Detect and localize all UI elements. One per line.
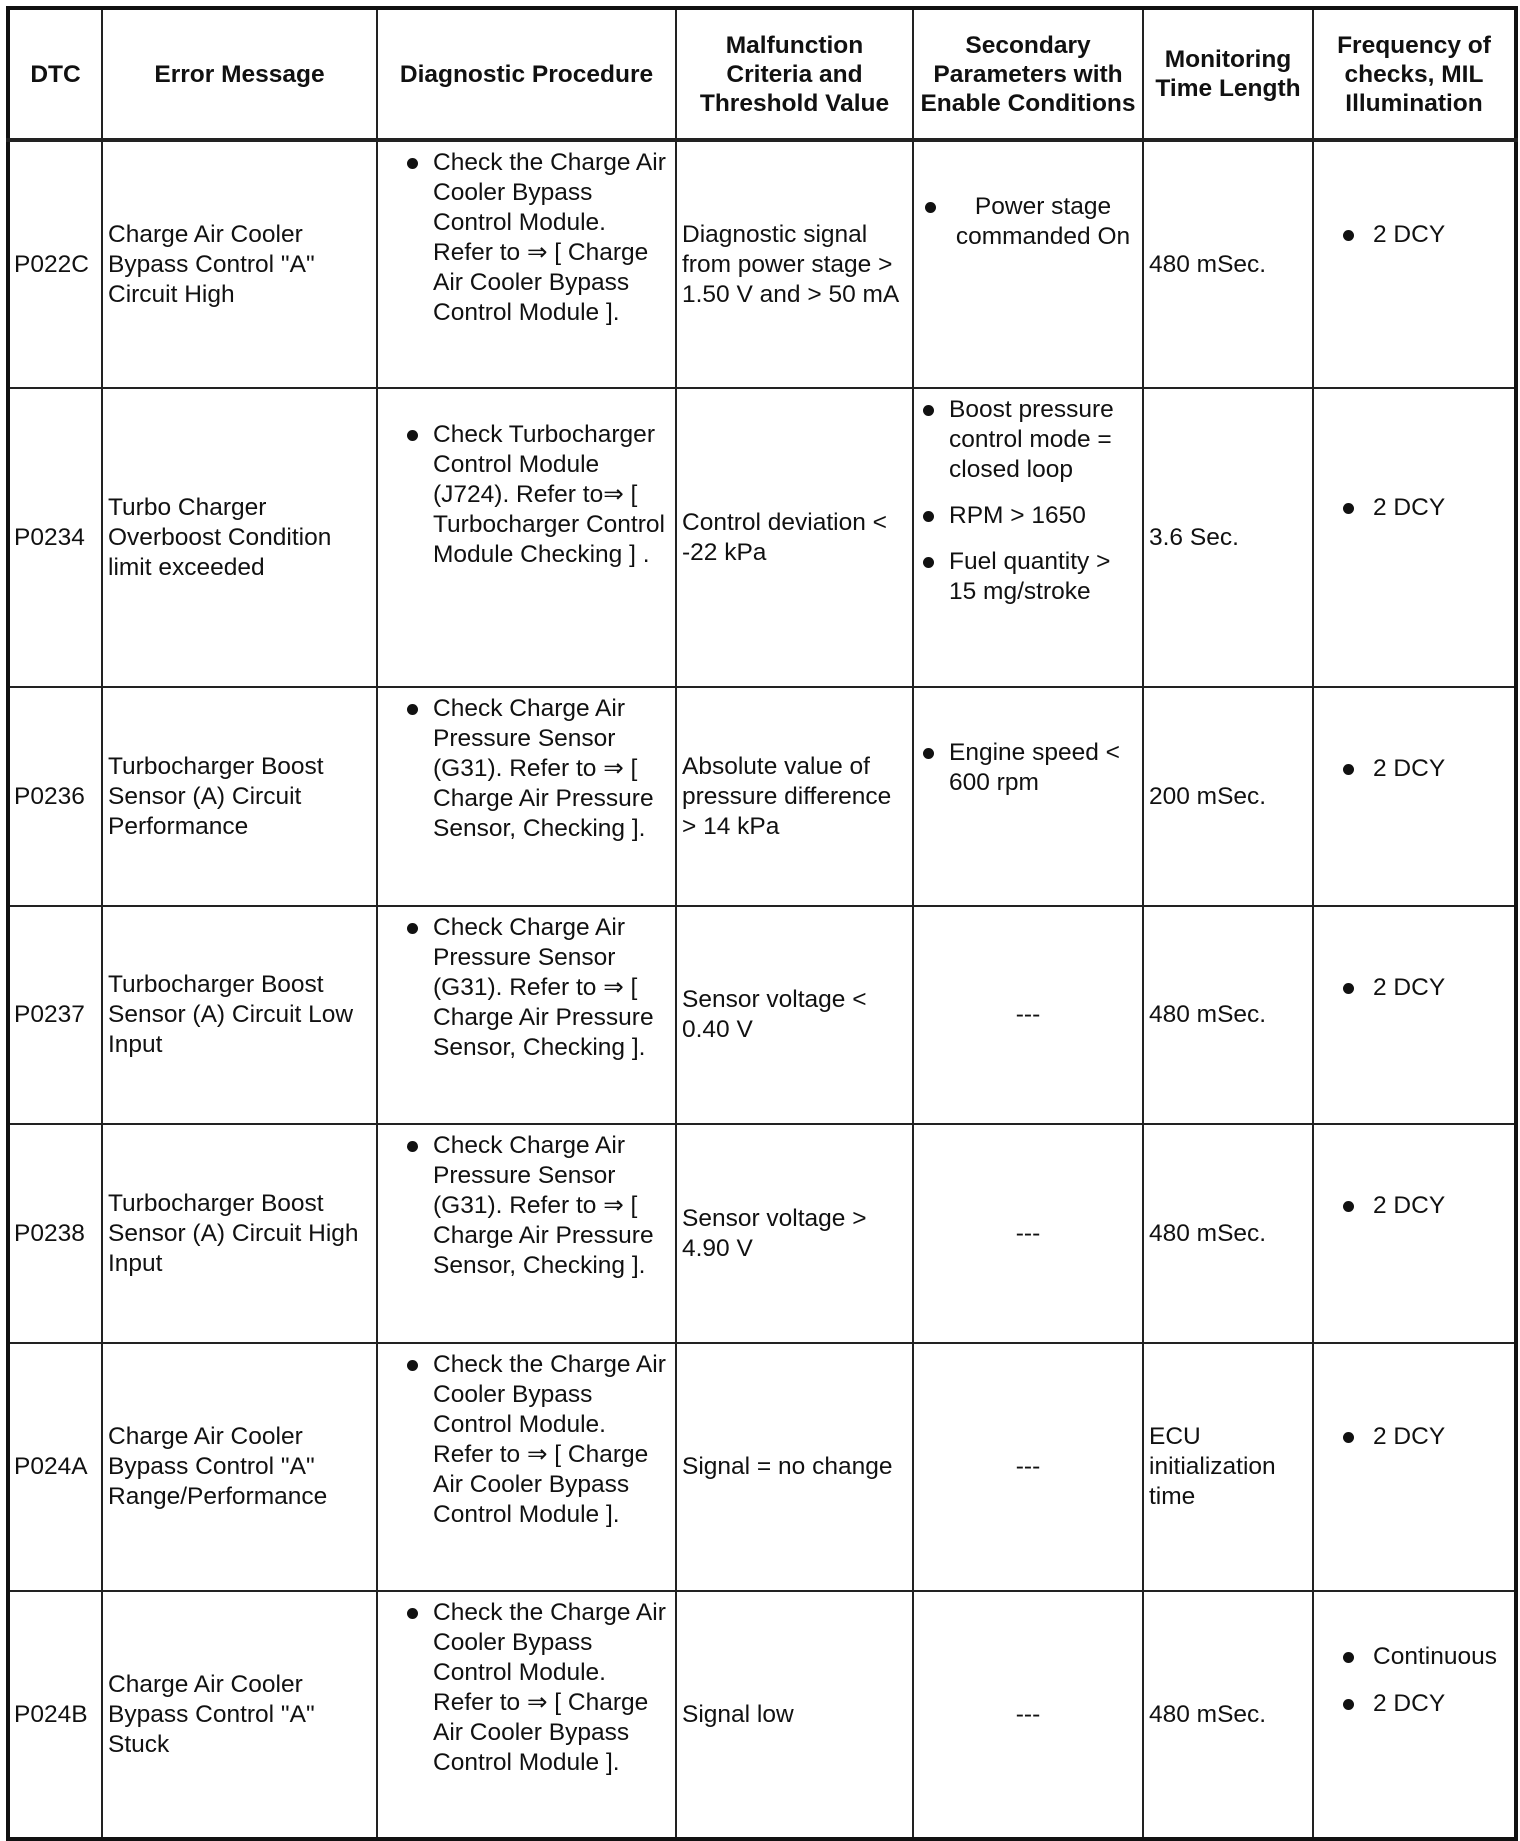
procedure-item: Check Charge Air Pressure Sensor (G31). Refer to ⇒ [ Charge Air Pressure Sensor, Checking ]. (403, 694, 670, 844)
dtc-code: P0236 (8, 687, 102, 906)
header-dtc: DTC (8, 8, 102, 140)
monitoring-time: 480 mSec. (1143, 1591, 1313, 1839)
error-message: Charge Air Cooler Bypass Control "A" Range/Performance (102, 1343, 377, 1591)
header-error-message: Error Message (102, 8, 377, 140)
procedure-item: Check the Charge Air Cooler Bypass Control Module. Refer to ⇒ [ Charge Air Cooler Bypass Control Module ]. (403, 148, 670, 328)
table-row (8, 1343, 1516, 1591)
procedure-item: Check Charge Air Pressure Sensor (G31). Refer to ⇒ [ Charge Air Pressure Sensor, Checking ]. (403, 913, 670, 1063)
error-message: Turbocharger Boost Sensor (A) Circuit Low Input (102, 906, 377, 1124)
secondary-parameters: --- (913, 1124, 1143, 1343)
error-message: Charge Air Cooler Bypass Control "A" Circuit High (102, 140, 377, 388)
secondary-parameters (913, 687, 1143, 906)
procedure-item: Check the Charge Air Cooler Bypass Control Module. Refer to ⇒ [ Charge Air Cooler Bypass Control Module ]. (403, 1350, 670, 1530)
secondary-parameters (913, 140, 1143, 388)
procedure-item: Check Charge Air Pressure Sensor (G31). Refer to ⇒ [ Charge Air Pressure Sensor, Checking ]. (403, 1131, 670, 1281)
diagnostic-procedure (377, 687, 676, 906)
monitoring-time: ECU initialization time (1143, 1343, 1313, 1591)
dtc-code: P022C (8, 140, 102, 388)
secondary-parameters: --- (913, 1343, 1143, 1591)
header-malfunction-criteria: Malfunction Criteria and Threshold Value (676, 8, 913, 140)
frequency-item: Continuous (1339, 1642, 1509, 1672)
secondary-item: Engine speed < 600 rpm (919, 738, 1137, 798)
frequency (1313, 1591, 1516, 1839)
frequency-item: 2 DCY (1339, 1689, 1509, 1719)
frequency (1313, 388, 1516, 687)
error-message: Turbocharger Boost Sensor (A) Circuit Performance (102, 687, 377, 906)
table-row (8, 1124, 1516, 1343)
error-message: Turbocharger Boost Sensor (A) Circuit High Input (102, 1124, 377, 1343)
secondary-parameters (913, 388, 1143, 687)
secondary-item: Power stage commanded On (919, 192, 1137, 252)
diagnostic-procedure (377, 1591, 676, 1839)
secondary-item: Boost pressure control mode = closed loop (919, 395, 1137, 485)
frequency (1313, 140, 1516, 388)
table-row (8, 906, 1516, 1124)
header-row (8, 8, 1516, 140)
frequency-item: 2 DCY (1339, 754, 1509, 784)
table-row (8, 140, 1516, 388)
dtc-code: P0237 (8, 906, 102, 1124)
monitoring-time: 480 mSec. (1143, 906, 1313, 1124)
header-secondary-parameters: Secondary Parameters with Enable Conditions (913, 8, 1143, 140)
frequency-item: 2 DCY (1339, 220, 1509, 250)
frequency (1313, 1124, 1516, 1343)
table-row (8, 1591, 1516, 1839)
error-message: Charge Air Cooler Bypass Control "A" Stuck (102, 1591, 377, 1839)
dtc-code: P0238 (8, 1124, 102, 1343)
frequency (1313, 1343, 1516, 1591)
dtc-code: P024A (8, 1343, 102, 1591)
malfunction-criteria: Control deviation < -22 kPa (676, 388, 913, 687)
diagnostic-procedure (377, 1343, 676, 1591)
secondary-parameters: --- (913, 1591, 1143, 1839)
frequency-item: 2 DCY (1339, 973, 1509, 1003)
diagnostic-procedure (377, 1124, 676, 1343)
diagnostic-procedure (377, 140, 676, 388)
frequency-item: 2 DCY (1339, 493, 1509, 523)
error-message: Turbo Charger Overboost Condition limit exceeded (102, 388, 377, 687)
diagnostic-procedure (377, 906, 676, 1124)
dtc-code: P024B (8, 1591, 102, 1839)
dtc-code: P0234 (8, 388, 102, 687)
malfunction-criteria: Sensor voltage < 0.40 V (676, 906, 913, 1124)
dtc-table (6, 6, 1518, 1841)
malfunction-criteria: Absolute value of pressure difference > 14 kPa (676, 687, 913, 906)
secondary-item: RPM > 1650 (919, 501, 1137, 531)
frequency (1313, 687, 1516, 906)
header-diagnostic-procedure: Diagnostic Procedure (377, 8, 676, 140)
procedure-item: Check the Charge Air Cooler Bypass Control Module. Refer to ⇒ [ Charge Air Cooler Bypass Control Module ]. (403, 1598, 670, 1778)
frequency-item: 2 DCY (1339, 1422, 1509, 1452)
header-frequency: Frequency of checks, MIL Illumination (1313, 8, 1516, 140)
malfunction-criteria: Signal = no change (676, 1343, 913, 1591)
table-row (8, 687, 1516, 906)
frequency-item: 2 DCY (1339, 1191, 1509, 1221)
procedure-item: Check Turbocharger Control Module (J724). Refer to⇒ [ Turbocharger Control Module Checking ] . (403, 420, 670, 570)
table-row (8, 388, 1516, 687)
monitoring-time: 480 mSec. (1143, 1124, 1313, 1343)
malfunction-criteria: Sensor voltage > 4.90 V (676, 1124, 913, 1343)
malfunction-criteria: Diagnostic signal from power stage > 1.50 V and > 50 mA (676, 140, 913, 388)
secondary-parameters: --- (913, 906, 1143, 1124)
malfunction-criteria: Signal low (676, 1591, 913, 1839)
monitoring-time: 480 mSec. (1143, 140, 1313, 388)
secondary-item: Fuel quantity > 15 mg/stroke (919, 547, 1137, 607)
monitoring-time: 3.6 Sec. (1143, 388, 1313, 687)
header-monitoring-time: Monitoring Time Length (1143, 8, 1313, 140)
monitoring-time: 200 mSec. (1143, 687, 1313, 906)
dtc-document (6, 6, 1518, 1841)
diagnostic-procedure (377, 388, 676, 687)
frequency (1313, 906, 1516, 1124)
